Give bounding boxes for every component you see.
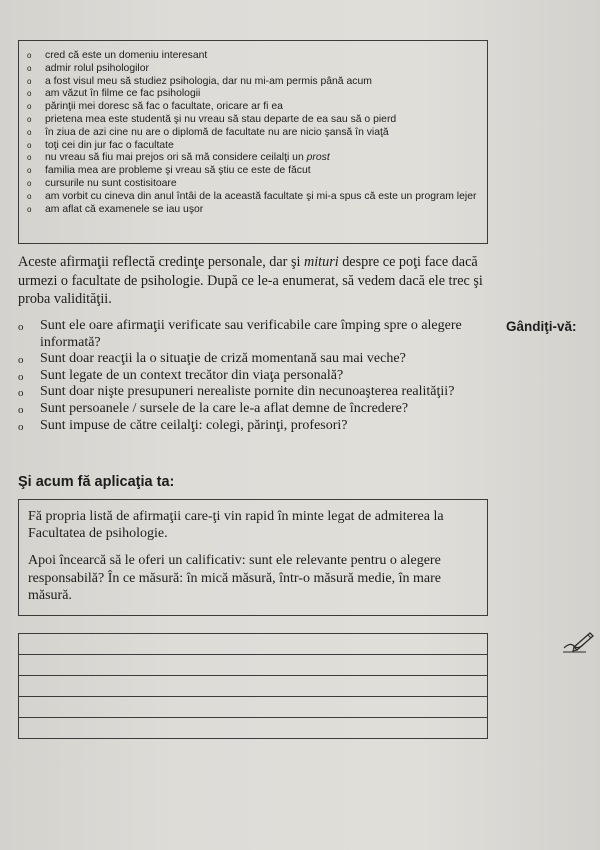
belief-item: o am vorbit cu cineva din anul întâi de la această facultate şi mi-a spus că este un program lejer <box>27 190 477 202</box>
margin-note: Gândiţi-vă: <box>506 319 577 334</box>
italic-word: prost <box>306 152 330 164</box>
bullet-icon: o <box>18 403 24 416</box>
question-item: o Sunt persoanele / sursele de la care le-a aflat demne de încredere? <box>18 401 488 418</box>
italic-word: mituri <box>303 254 339 270</box>
belief-item: o familia mea are probleme şi vreau să ştiu ce este de făcut <box>27 165 311 177</box>
writing-line <box>18 654 488 655</box>
bullet-icon: o <box>18 321 24 333</box>
writing-line <box>18 696 488 697</box>
pen-writing-icon <box>560 628 596 656</box>
bullet-icon: o <box>18 354 24 367</box>
belief-item: o prietena mea este studentă şi nu vreau să stau departe de ea sau să o pierd <box>27 113 397 125</box>
bullet-icon: o <box>27 204 32 214</box>
questions-list <box>18 318 488 434</box>
section-heading: Şi acum fă aplicaţia ta: <box>18 474 175 490</box>
beliefs-list <box>25 50 481 216</box>
bullet-icon: o <box>27 102 32 112</box>
belief-item: o cred că este un domeniu interesant <box>27 50 208 61</box>
question-item: o Sunt impuse de către ceilalţi: colegi, părinţi, profesori? <box>18 418 488 435</box>
question-item: o Sunt doar reacţii la o situaţie de criză momentană sau mai veche? <box>18 351 488 368</box>
bullet-icon: o <box>27 51 32 60</box>
writing-line <box>18 717 488 718</box>
box-border <box>487 633 488 739</box>
writing-line <box>18 675 488 676</box>
bullet-icon: o <box>27 166 32 176</box>
writing-line <box>18 738 488 739</box>
writing-lines-box[interactable] <box>18 633 488 739</box>
bullet-icon: o <box>27 178 32 188</box>
bullet-icon: o <box>18 370 24 383</box>
question-item: o Sunt ele oare afirmaţii verificate sau verificabile care împing spre o alegere informată? <box>18 318 462 350</box>
bullet-icon: o <box>27 127 32 137</box>
task-box <box>18 499 488 616</box>
bullet-icon: o <box>27 63 32 73</box>
bullet-icon: o <box>27 140 32 150</box>
bullet-icon: o <box>27 153 32 163</box>
bullet-icon: o <box>27 89 32 99</box>
bullet-icon: o <box>27 114 32 124</box>
task-instruction: Apoi încearcă să le oferi un calificativ: sunt ele relevante pentru o alegere responsabilă? În ce măsură: în mică măsură, într-o măsură medie, în mare măsură. <box>28 553 441 603</box>
belief-item: o părinţii mei doresc să fac o facultate, oricare ar fi ea <box>27 101 283 113</box>
task-instruction: Fă propria listă de afirmaţii care-ţi vin rapid în minte legat de admiterea la Facultatea de psihologie. <box>28 509 444 542</box>
belief-item: o am aflat că examenele se iau uşor <box>27 203 204 215</box>
intro-paragraph: Aceste afirmaţii reflectă credinţe personale, dar şi mituri despre ce poţi face dacă urmezi o facultate de psihologie. După ce le-a enumerat, să vedem dacă ele trec şi proba validităţii. <box>18 254 483 307</box>
writing-line <box>18 633 488 634</box>
belief-item: o cursurile nu sunt costisitoare <box>27 177 177 189</box>
box-border <box>18 633 19 739</box>
belief-item: o în ziua de azi cine nu are o diplomă de facultate nu are nicio şansă în viaţă <box>27 126 389 138</box>
belief-item: o am văzut în filme ce fac psihologii <box>27 88 201 100</box>
belief-item: o a fost visul meu să studiez psihologia, dar nu mi-am permis până acum <box>27 75 372 87</box>
bullet-icon: o <box>18 420 24 433</box>
bullet-icon: o <box>27 76 32 86</box>
belief-item: o admir rolul psihologilor <box>27 62 149 74</box>
question-item: o Sunt legate de un context trecător din viaţa personală? <box>18 368 488 385</box>
belief-item: o nu vreau să fiu mai prejos ori să mă considere ceilalţi un prost <box>27 152 330 164</box>
belief-item: o toţi cei din jur fac o facultate <box>27 139 174 151</box>
bullet-icon: o <box>27 191 32 201</box>
bullet-icon: o <box>18 387 24 400</box>
beliefs-box <box>18 40 488 244</box>
question-item: o Sunt doar nişte presupuneri nerealiste pornite din necunoaşterea realităţii? <box>18 384 488 401</box>
